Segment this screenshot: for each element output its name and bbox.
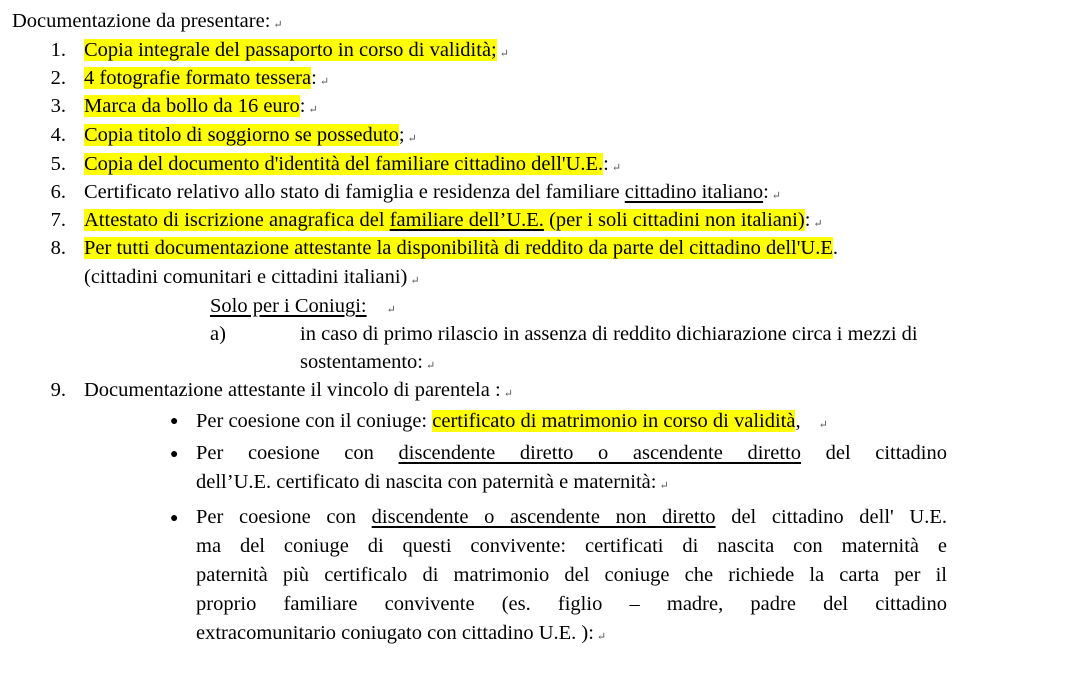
item-text: Attestato di iscrizione anagrafica del bbox=[84, 209, 390, 231]
item-punct: : bbox=[311, 67, 317, 89]
paragraph-mark: ↵ bbox=[410, 275, 420, 287]
bullet-icon: ● bbox=[170, 414, 179, 429]
item-text: Copia del documento d'identità del familiare cittadino dell'U.E. bbox=[84, 153, 604, 175]
item-number: 1. bbox=[50, 39, 66, 61]
item-punct: ; bbox=[398, 124, 405, 146]
item-number: 9. bbox=[50, 379, 66, 401]
sub-item-label: a) bbox=[210, 323, 226, 345]
item-underlined-text: cittadino italiano bbox=[624, 181, 764, 203]
item-text-line2: (cittadini comunitari e cittadini italiani) bbox=[84, 266, 408, 288]
paragraph-mark: ↵ bbox=[273, 19, 283, 31]
item-number: 5. bbox=[50, 153, 66, 175]
item-text: (per i soli cittadini non italiani) bbox=[543, 209, 805, 231]
item-text: Per tutti documentazione attestante la disponibilità di reddito da parte del cittadino dell'U.E bbox=[84, 237, 833, 259]
bullet-text: Per coesione con bbox=[196, 506, 372, 528]
paragraph-mark: ↵ bbox=[308, 104, 318, 116]
item-punct: : bbox=[603, 153, 609, 175]
bullet-underlined-text: discendente diretto o ascendente diretto bbox=[398, 442, 801, 464]
paragraph-mark: ↵ bbox=[818, 419, 828, 431]
item-number: 3. bbox=[50, 95, 66, 117]
item-number: 2. bbox=[50, 67, 66, 89]
item-text: Certificato relativo allo stato di famiglia e residenza del familiare bbox=[84, 181, 625, 203]
item-number: 6. bbox=[50, 181, 66, 203]
paragraph-mark: ↵ bbox=[611, 162, 622, 174]
bullet-text: del cittadino bbox=[800, 442, 947, 464]
item-number: 4. bbox=[50, 124, 66, 146]
bullet-text-line3: paternità più certificalo di matrimonio del coniuge che richiede la carta per il bbox=[196, 564, 947, 586]
item-punct: : bbox=[804, 209, 811, 231]
bullet-text: del cittadino dell' U.E. bbox=[715, 506, 947, 528]
bullet-underlined-text: discendente o ascendente non diretto bbox=[371, 506, 716, 528]
paragraph-mark: ↵ bbox=[813, 218, 823, 230]
bullet-text: Per coesione con bbox=[196, 442, 399, 464]
paragraph-mark: ↵ bbox=[425, 360, 436, 372]
bullet-text: Per coesione con il coniuge: bbox=[196, 410, 433, 432]
item-punct: : bbox=[299, 95, 306, 117]
heading-text: Documentazione da presentare: bbox=[12, 10, 271, 32]
item-text: 4 fotografie formato tessera bbox=[84, 67, 312, 89]
item-text: Copia integrale del passaporto in corso di validità; bbox=[84, 39, 497, 61]
sub-item-text: in caso di primo rilascio in assenza di reddito dichiarazione circa i mezzi di bbox=[300, 323, 918, 345]
paragraph-mark: ↵ bbox=[386, 304, 396, 316]
paragraph-mark: ↵ bbox=[771, 190, 782, 202]
item-text: Documentazione attestante il vincolo di parentela : bbox=[84, 379, 501, 401]
spouse-title: Solo per i Coniugi: bbox=[210, 295, 367, 317]
bullet-icon: ● bbox=[170, 447, 179, 462]
item-number: 7. bbox=[50, 209, 66, 231]
paragraph-mark: ↵ bbox=[659, 480, 669, 492]
item-text: Copia titolo di soggiorno se posseduto bbox=[84, 124, 399, 146]
item-punct: . bbox=[832, 237, 839, 259]
paragraph-mark: ↵ bbox=[407, 133, 417, 145]
sub-item-text-line2: sostentamento: bbox=[300, 351, 423, 373]
bullet-highlighted-text: certificato di matrimonio in corso di validità bbox=[432, 410, 796, 432]
document-heading bbox=[12, 7, 283, 36]
bullet-text-line2: dell’U.E. certificato di nascita con paternità e maternità: bbox=[196, 471, 657, 493]
item-text: Marca da bollo da 16 euro bbox=[84, 95, 300, 117]
bullet-text-line4: proprio familiare convivente (es. figlio – madre, padre del cittadino bbox=[196, 593, 947, 615]
bullet-icon: ● bbox=[170, 511, 179, 526]
item-underlined-text: familiare dell’U.E. bbox=[389, 209, 544, 231]
paragraph-mark: ↵ bbox=[499, 48, 509, 60]
paragraph-mark: ↵ bbox=[596, 631, 607, 643]
bullet-text-line2: ma del coniuge di questi convivente: certificati di nascita con maternità e bbox=[196, 535, 947, 557]
paragraph-mark: ↵ bbox=[503, 388, 513, 400]
bullet-punct: , bbox=[795, 410, 801, 432]
item-punct: : bbox=[763, 181, 769, 203]
paragraph-mark: ↵ bbox=[319, 76, 330, 88]
bullet-text-line5: extracomunitario coniugato con cittadino U.E. ): bbox=[196, 622, 594, 644]
item-number: 8. bbox=[50, 237, 66, 259]
